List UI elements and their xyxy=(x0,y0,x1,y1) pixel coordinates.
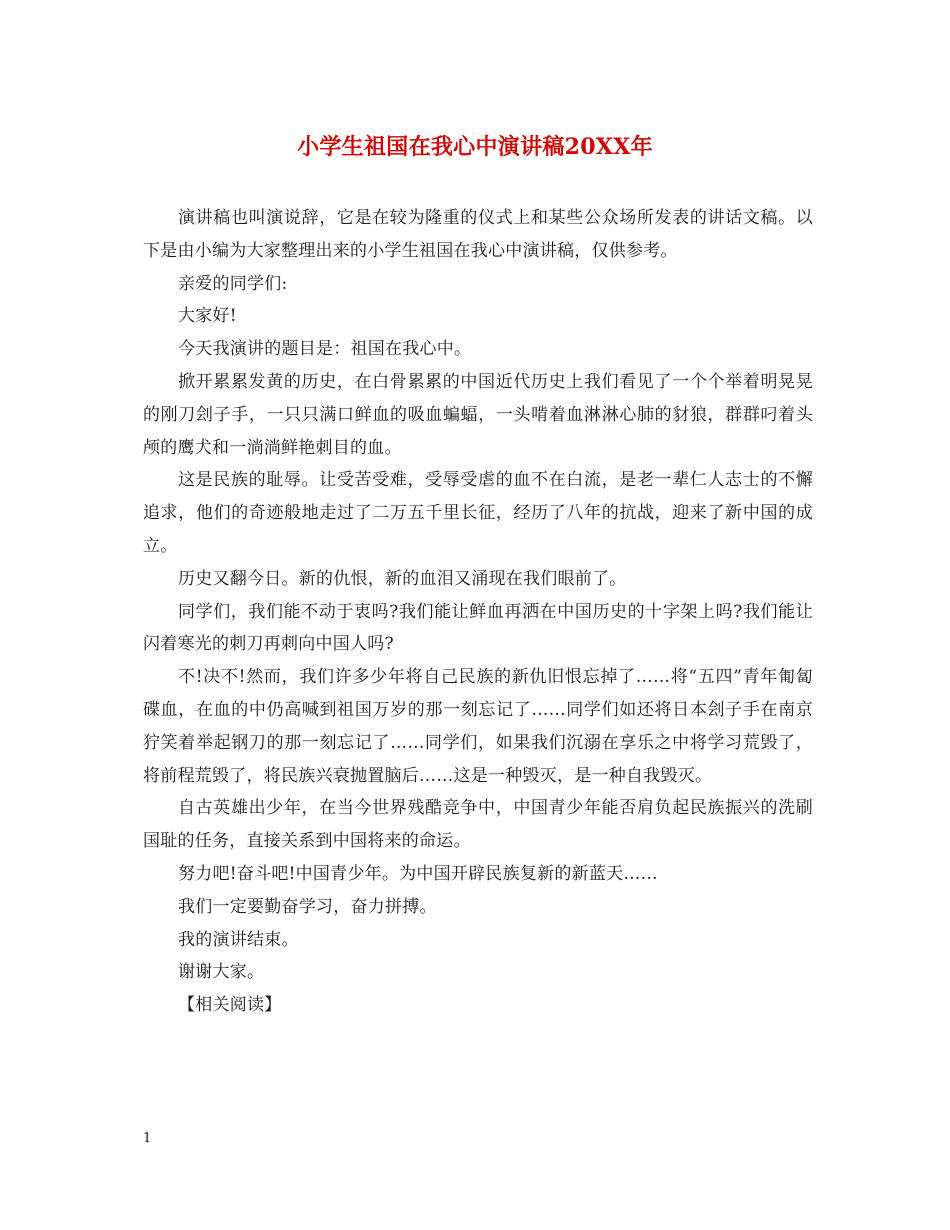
document-title: 小学生祖国在我心中演讲稿20XX年 xyxy=(297,134,653,160)
paragraph-heroes: 自古英雄出少年，在当今世界残酷竞争中，中国青少年能否肩负起民族振兴的洗刷国耻的任务，直接关系到中国将来的命运。 xyxy=(143,798,813,852)
paragraph-strive: 努力吧!奋斗吧!中国青少年。为中国开辟民族复新的新蓝天…… xyxy=(178,863,658,884)
page-number: 1 xyxy=(143,1131,152,1146)
paragraph-humiliation: 这是民族的耻辱。让受苦受难，受辱受虐的血不在白流，是老一辈仁人志士的不懈追求，他们的奇迹般地走过了二万五千里长征，经历了八年的抗战，迎来了新中国的成立。 xyxy=(143,470,813,556)
paragraph-forgetting: 不!决不!然而，我们许多少年将自己民族的新仇旧恨忘掉了……将“五四”青年匍匐碟血，在血的中仍高喊到祖国万岁的那一刻忘记了……同学们如还将日本刽子手在南京狞笑着举起钢刀的那一刻忘记了……同学们，如果我们沉溺在享乐之中将学习荒毁了，将前程荒毁了，将民族兴衰抛置脑后……这是一种毁灭，是一种自我毁灭。 xyxy=(143,667,813,786)
paragraph-intro: 演讲稿也叫演说辞，它是在较为隆重的仪式上和某些公众场所发表的讲话文稿。以下是由小编为大家整理出来的小学生祖国在我心中演讲稿，仅供参考。 xyxy=(143,208,813,261)
paragraph-end: 我的演讲结束。 xyxy=(178,929,299,950)
paragraph-topic: 今天我演讲的题目是：祖国在我心中。 xyxy=(178,339,472,360)
paragraph-history: 掀开累累发黄的历史，在白骨累累的中国近代历史上我们看见了一个个举着明晃晃的刚刀刽子手，一只只满口鲜血的吸血蝙蝠，一头啃着血淋淋心肺的豺狼，群群叼着头颅的鹰犬和一淌淌鲜艳刺目的血。 xyxy=(143,371,813,458)
paragraph-questions: 同学们，我们能不动于衷吗?我们能让鲜血再洒在中国历史的十字架上吗?我们能让闪着寒光的刺刀再刺向中国人吗? xyxy=(143,601,813,655)
paragraph-study: 我们一定要勤奋学习，奋力拼搏。 xyxy=(178,896,437,917)
paragraph-greeting: 大家好! xyxy=(178,306,237,327)
document-body xyxy=(143,202,813,1022)
paragraph-salutation: 亲爱的同学们: xyxy=(178,273,288,294)
related-reading-heading: 【相关阅读】 xyxy=(178,995,282,1016)
paragraph-thanks: 谢谢大家。 xyxy=(178,962,265,983)
paragraph-today: 历史又翻今日。新的仇恨，新的血泪又涌现在我们眼前了。 xyxy=(178,568,627,589)
